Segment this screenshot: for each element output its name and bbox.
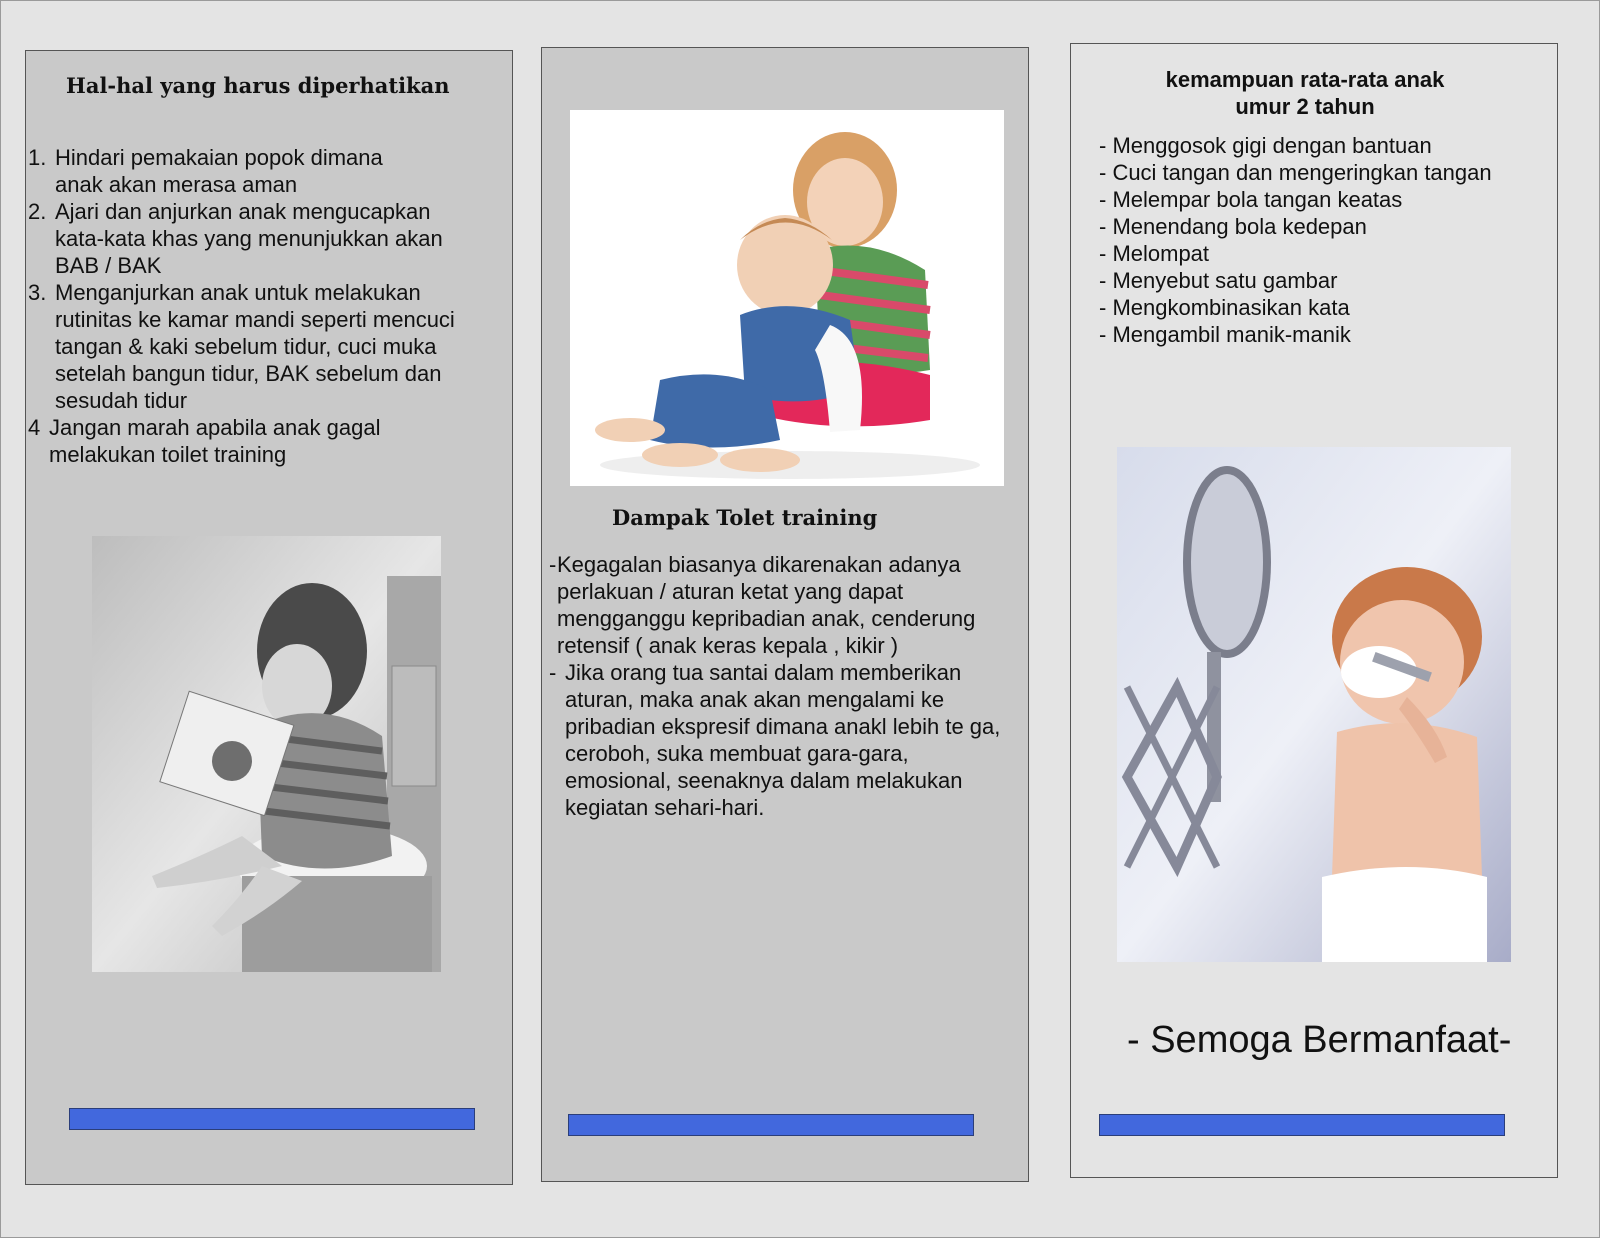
list-item (549, 659, 1019, 821)
list-item (28, 144, 498, 198)
panel-right-title (1071, 66, 1539, 120)
panel-left (25, 50, 513, 1185)
item-number: 4 (28, 415, 41, 440)
item-text: Kegagalan biasanya dikarenakan adanya perlakuan / aturan ketat yang dapat mengganggu kepribadian anak, cenderung retensif ( anak keras kepala , kikir ) (557, 552, 976, 658)
list-item: - Mengambil manik-manik (1099, 322, 1351, 347)
list-item: - Menyebut satu gambar (1099, 268, 1338, 293)
panel-left-title: Hal-hal yang harus diperhatikan (66, 73, 450, 98)
item-text: Ajari dan anjurkan anak mengucapkan kata-kata khas yang menunjukkan akan BAB / BAK (55, 199, 443, 278)
item-dash: - (549, 552, 557, 577)
item-text: Jika orang tua santai dalam memberikan aturan, maka anak akan mengalami ke pribadian ekspresif dimana anakl lebih te ga, ceroboh, suka membuat gara-gara, emosional, seenaknya dalam melakukan kegiatan sehari-hari. (565, 660, 1001, 820)
closing-message: - Semoga Bermanfaat- (1127, 1019, 1512, 1061)
panel-right-title-line1: kemampuan rata-rata anak (1165, 67, 1445, 92)
list-item: - Mengkombinasikan kata (1099, 295, 1350, 320)
list-item: - Menendang bola kedepan (1099, 214, 1367, 239)
item-dash: - (549, 660, 557, 685)
list-item: - Menggosok gigi dengan bantuan (1099, 133, 1432, 158)
list-item: - Cuci tangan dan mengeringkan tangan (1099, 160, 1492, 185)
child-on-potty-photo (92, 536, 441, 972)
list-item (28, 414, 498, 468)
item-number: 2. (28, 199, 47, 224)
panel-right (1070, 43, 1558, 1178)
item-text: Menganjurkan anak untuk melakukan rutinitas ke kamar mandi seperti mencuci tangan & kaki sebelum tidur, cuci muka setelah bangun tidur, BAK sebelum dan sesudah tidur (55, 280, 455, 413)
impact-list (549, 551, 1019, 821)
two-children-photo (570, 110, 1004, 486)
item-text: Hindari pemakaian popok dimana anak akan merasa aman (55, 145, 383, 197)
item-number: 3. (28, 280, 47, 305)
panel-middle-title: Dampak Tolet training (612, 505, 878, 530)
tips-list (28, 144, 498, 468)
list-item (549, 551, 1019, 659)
list-item: - Melompat (1099, 241, 1210, 266)
item-text: Jangan marah apabila anak gagal melakukan toilet training (49, 415, 381, 467)
list-item (28, 198, 498, 279)
accent-bar-right (1099, 1114, 1505, 1136)
item-number: 1. (28, 145, 47, 170)
baby-shaving-photo (1117, 447, 1511, 962)
list-item: - Melempar bola tangan keatas (1099, 187, 1403, 212)
accent-bar-middle (568, 1114, 974, 1136)
list-item (28, 279, 498, 414)
panel-middle (541, 47, 1029, 1182)
abilities-list (1099, 132, 1554, 348)
accent-bar-left (69, 1108, 475, 1130)
panel-right-title-line2: umur 2 tahun (1235, 94, 1375, 119)
